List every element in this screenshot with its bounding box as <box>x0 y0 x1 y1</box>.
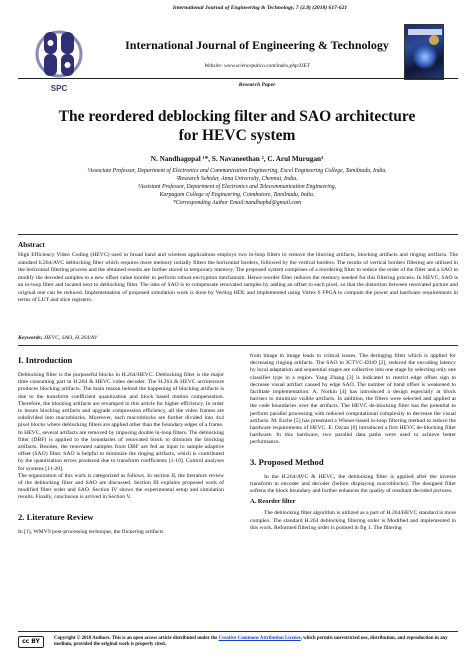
running-head: International Journal of Engineering & Technology, 7 (2.8) (2018) 617-621 <box>172 5 348 11</box>
cc-by-label: cc BY <box>22 638 40 645</box>
cover-globe-icon <box>413 45 437 69</box>
logo-label: SPC <box>50 84 68 93</box>
affiliation-line: Karpagam College of Engineering, Coimbatore, Tamilnadu, India. <box>159 191 315 198</box>
literature-paragraph-continued: from image to image leads to critical issues. The deringing filter which is applied for decreasing ringing artifacts. The SAO in JCTVC-E049 [2], reduced the encoding latency by local adaptation and sequential stages are collective into one stage by selecting only one classifier type in a region. Yang Zhang [3] is indicated to restrict edge offset sign to decrease visual artifact caused by edge SAO. The number of band offset is weakened to facilitate implementation. A. Norkin [4] has introduced a design especially at block barriers to minimize visible artifacts. In addition, the filters were selected and applied at the code boundaries over the artifacts. The HEVC de-blocking filter has the potential to perform parallel processing with reduced computational complexity to decrease the visual artifacts. M. Esche [5] has presented a Wiener-based in-loop filtering method to reduce the hardware requirements of HEVC. E. Ozcan [6] introduced a first HEVC de-blocking filter hardware. In this hardware, two parallel data paths were used to achieve better performance. <box>250 353 456 446</box>
cover-band <box>408 29 442 35</box>
cover-sun-icon <box>429 35 439 45</box>
affiliation-line: ²Research Scholar, Anna University, Chennai, India. <box>176 175 298 182</box>
keywords-divider <box>18 345 458 346</box>
paper-type: Research Paper <box>238 82 276 88</box>
abstract-top-divider <box>18 234 458 235</box>
right-column <box>250 353 456 532</box>
paper-title-line-2: for HEVC system <box>178 126 296 144</box>
journal-logo-icon <box>30 24 88 86</box>
affiliation-line: ¹Associate Professor, Department of Electronics and Communication Engineering, Excel Engineering College, Tamilnadu, India. <box>87 168 387 174</box>
intro-paragraph-2: In HEVC, several artifacts are removed by imposing double in-loop filters. The deblocking filter (DBF) is applied to the boundaries of renovated block to diminish the blocking artifacts. Besides, the renovated samples from DBF are fed as input to sample adaptive offset (SAO) filter. SAO is helpful to minimize the ringing artifacts, which is contributed by the quantization errors produced due to transform coefficients [1-10]. Control analyses for systems [11-20]. <box>18 429 224 472</box>
paper-title <box>40 108 434 145</box>
copyright-notice <box>54 636 458 649</box>
left-column <box>18 353 224 536</box>
proposed-method-heading: 3. Proposed Method <box>250 456 324 467</box>
method-paragraph-1: In the H.264/AVC & HEVC, the deblocking filter is applied after the inverse transform in encoder and decoder (before displaying macroblocks). The designed filter softens the block boundary and further enhances the quality of resultant decoded pictures. <box>250 473 456 495</box>
keywords <box>18 335 458 341</box>
introduction-heading: I. Introduction <box>18 355 73 365</box>
keywords-label: Keywords: <box>18 335 43 341</box>
header-divider <box>18 78 458 79</box>
journal-cover-image <box>404 24 444 80</box>
abstract-text: High Efficiency Video Coding (HEVC) used in broad band and wireless applications employs two in-loop filters to remove the blurring artifacts, blocking artifacts and ringing artifacts. The standard h.264/AVC deblocking filter which requires more memory initially filters the horizontal borders, followed by the vertical borders. The results of vertical borders filtering are utilized in the horizontal filtering process and the obtained results are further stored in temporary memory. The proposed system comprises of a reordering filter to reduce the order of the filter and a SAO to modify the decoded samples to a new offset value inorder to perform robust encryption mechanism. Hence reorder filter reduces the memory needed for this filtering process. In HEVC, SAO is an in-loop filter and located next to deblocking filter. The idea of SAO is to compensate renovated samples by adding an offset to each pixel, so that the distortion between renovated picture and original one can be reduced. Implementation of proposed simulation work is done by Verilog HDL and implemented using Virtex 6 FPGA to compute the power and hardware requirements in terms of LUT and slice registers. <box>18 252 458 304</box>
footer-divider <box>18 631 458 632</box>
creative-commons-icon <box>18 636 44 648</box>
journal-website[interactable]: Website: www.sciencepubco.com/index.php/IJET <box>204 63 310 69</box>
author-list: N. Nandhagopal ¹*, S. Navaneethan ², C. Arul Murugan³ <box>150 155 324 163</box>
reorder-filter-heading: A. Reorder filter <box>250 498 296 506</box>
keywords-text: HEVC, SAO, H.264/AV <box>44 335 98 341</box>
reorder-paragraph-1: The deblocking filter algorithm is utilized as a part of H.264/HEVC standard is more complex. The standard H.264 deblocking filtering order is Modified and implemented in this work. Reformed filtering order is pointed in fig 1. The filtering <box>250 510 456 531</box>
corresponding-author-email[interactable]: *Corresponding Author Email:nandhaphd@gmail.com <box>172 199 302 206</box>
affiliation-line: ³Assistant Professor, Department of Electronics and Telecommunication Engineering, <box>137 183 337 190</box>
copyright-prefix: Copyright © 2018 Authors. This is an open access article distributed under the <box>54 636 219 641</box>
paper-title-line-1: The reordered deblocking filter and SAO architecture <box>58 108 416 125</box>
journal-title: International Journal of Engineering & Technology <box>125 38 389 52</box>
intro-paragraph-1: Deblocking filter is the purposeful blocks in H.264/HEVC. Deblocking filter is the major time consuming part in H.264 & HEVC video decoder. The H.264 & HEVC architecture produces blocking artifacts. The main reason behind the happening of blocking artifacts is due to the transform coefficient quantization and block based motion compensation. Therefore, the blocking artifacts are revamped in this article for higher efficiency. In order to lessen blocking artifacts and upgrade compression efficiency, all the video frames are subdivided into macroblocks. Moreover, each macroblocks are further divided into 4x4 pixel blocks where deblocking filters are applied other than the boundary edges of a frame. <box>18 372 224 429</box>
copyright-suffix: , which permits unrestricted use, distribution, and reproduction in any medium, provided the original work is properly cited. <box>54 636 448 648</box>
license-link[interactable]: Creative Commons Attribution License <box>218 636 301 641</box>
affiliations <box>40 168 434 208</box>
intro-paragraph-3: The organization of this work is categorized as follows. In section II, the literature review of the deblocking filter and SAO are discussed. Section III explains proposed work of modified filter order and SAO. Section IV shows the experimental setup and simulation results. Finally, conclusion is arrived in Section V. <box>18 472 224 501</box>
literature-review-heading: 2. Literature Review <box>18 511 94 522</box>
literature-paragraph-1: In [1], WMV9 post-processing technique, the flickering artifacts <box>18 528 164 535</box>
abstract-heading: Abstract <box>18 241 45 249</box>
